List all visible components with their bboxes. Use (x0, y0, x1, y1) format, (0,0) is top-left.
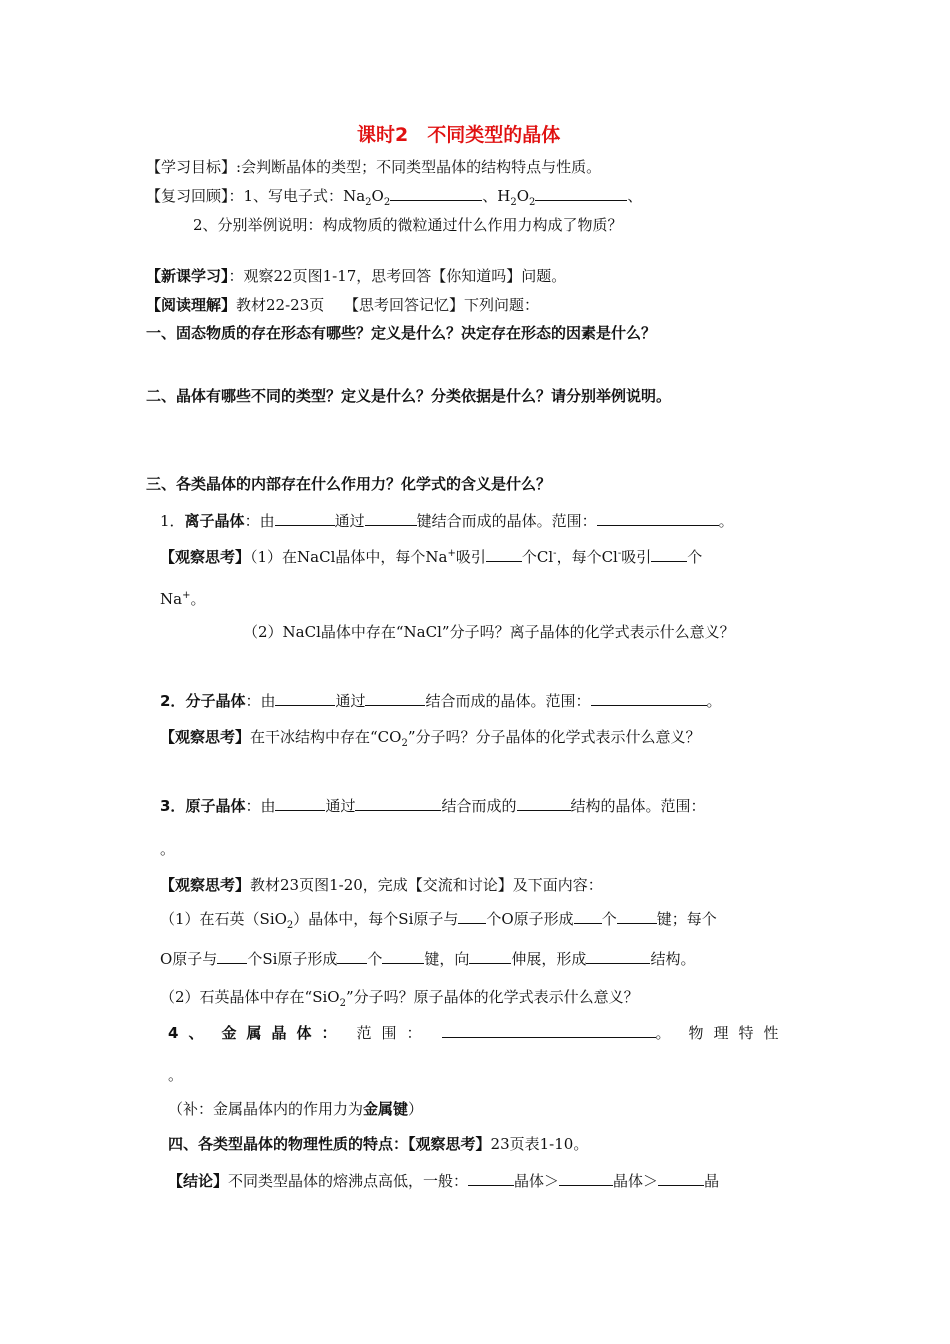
answer-blank[interactable] (469, 949, 511, 964)
text: 吸引 (621, 548, 652, 566)
text: 在干冰结构中存在“CO (250, 728, 402, 746)
text: 四、各类型晶体的物理性质的特点： (168, 1135, 409, 1153)
text: 不同类型晶体的熔沸点高低，一般： (228, 1172, 469, 1190)
answer-blank[interactable] (658, 1171, 704, 1186)
text: 个 (601, 910, 617, 928)
separator: 、 (482, 187, 498, 205)
text: ”分子吗？分子晶体的化学式表示什么意义？ (407, 728, 701, 746)
conclusion-line (168, 1170, 719, 1192)
text: ”分子吗？原子晶体的化学式表示什么意义？ (345, 988, 639, 1006)
question-one: 一、固态物质的存在形态有哪些？定义是什么？决定存在形态的因素是什么？ (146, 324, 657, 342)
answer-blank[interactable] (365, 691, 425, 706)
question-four (168, 1133, 588, 1155)
formula-o: O (371, 187, 384, 205)
text: ：由 (245, 692, 276, 710)
new-lesson (146, 265, 566, 287)
molecular-crystal-line (160, 690, 722, 712)
ionic-crystal-label: 离子晶体 (184, 512, 245, 530)
text: ） (408, 1100, 424, 1118)
conclusion-label: 【结论】 (168, 1172, 229, 1190)
answer-blank[interactable] (597, 511, 719, 526)
learning-objective (146, 156, 601, 178)
answer-blank[interactable] (217, 949, 247, 964)
text: 结构。 (650, 950, 696, 968)
text: 通过 (335, 692, 366, 710)
atomic-crystal-line (160, 795, 706, 817)
observe-label: 【观察思考】 (160, 548, 251, 566)
item-number: 1． (160, 512, 185, 530)
answer-blank[interactable] (486, 547, 522, 562)
review-q1-prefix: ：1、写电子式： (228, 187, 344, 205)
answer-blank[interactable] (617, 909, 657, 924)
answer-blank[interactable] (586, 949, 650, 964)
subscript: 2 (286, 920, 294, 931)
ionic-observe-1-cont (160, 585, 205, 610)
text: 结合而成的晶体。范围： (425, 692, 591, 710)
text: 个Si原子形成 (247, 950, 338, 968)
text: ： (321, 1024, 337, 1042)
reading-label: 【阅读理解】 (146, 296, 237, 314)
subscript: 2 (510, 197, 517, 208)
text: 结构的晶体。范围： (570, 797, 706, 815)
text: 。 (655, 1024, 671, 1042)
new-lesson-text: ：观察22页图1-17，思考回答【你知道吗】问题。 (228, 267, 567, 285)
superscript: + (182, 590, 191, 601)
answer-blank[interactable] (382, 949, 424, 964)
text: 键，向 (424, 950, 470, 968)
observe-label: 【观察思考】 (160, 876, 251, 894)
subscript: 2 (401, 738, 408, 749)
answer-blank[interactable] (458, 909, 486, 924)
text: 范围 (356, 1024, 407, 1042)
superscript: + (447, 548, 456, 559)
answer-blank[interactable] (517, 796, 571, 811)
text: 个O原子形成 (486, 910, 574, 928)
ionic-observe-2: （2）NaCl晶体中存在“NaCl”分子吗？离子晶体的化学式表示什么意义？ (243, 623, 735, 641)
subscript: 2 (529, 197, 536, 208)
text: ：由 (245, 797, 276, 815)
text: 。 (190, 590, 206, 608)
text: 通过 (325, 797, 356, 815)
atomic-quartz-1 (160, 908, 717, 937)
atomic-range-end: 。 (160, 840, 176, 858)
text: （2）石英晶体中存在“SiO (160, 988, 340, 1006)
question-two: 二、晶体有哪些不同的类型？定义是什么？分类依据是什么？请分别举例说明。 (146, 387, 672, 405)
review-label: 【复习回顾】 (146, 187, 229, 205)
answer-blank[interactable] (337, 949, 367, 964)
review-q1 (146, 185, 642, 214)
reading (146, 294, 539, 316)
observe-label: 【观察思考】 (160, 728, 251, 746)
new-lesson-label: 【新课学习】 (146, 267, 229, 285)
answer-blank[interactable] (651, 547, 687, 562)
text: 通过 (334, 512, 365, 530)
superscript: - (553, 548, 557, 559)
answer-blank[interactable] (355, 796, 441, 811)
text: 晶体＞ (613, 1172, 659, 1190)
text: （1）在石英（SiO (160, 910, 287, 928)
text: ）晶体中，每个Si原子与 (293, 910, 459, 928)
page-title: 课时2 不同类型的晶体 (357, 124, 561, 146)
answer-blank[interactable] (559, 1171, 613, 1186)
answer-blank[interactable] (535, 186, 627, 201)
answer-blank[interactable] (365, 511, 417, 526)
text: 个Cl (521, 548, 554, 566)
text: （补：金属晶体内的作用力为 (168, 1100, 364, 1118)
text: 物理特性 (688, 1024, 789, 1042)
text: 、 (188, 1024, 214, 1042)
formula-o: O (516, 187, 529, 205)
formula-na: Na (343, 187, 366, 205)
formula-h: H (497, 187, 511, 205)
atomic-crystal-label: 原子晶体 (185, 797, 246, 815)
objective-text: :会判断晶体的类型；不同类型晶体的结构特点与性质。 (236, 158, 602, 176)
metal-note (168, 1098, 423, 1120)
text: 晶体＞ (514, 1172, 560, 1190)
answer-blank[interactable] (275, 796, 325, 811)
text: 吸引 (455, 548, 486, 566)
text: O原子与 (160, 950, 218, 968)
subscript: 2 (365, 197, 372, 208)
observe-label: 【观察思考】 (408, 1135, 491, 1153)
answer-blank[interactable] (442, 1023, 656, 1038)
text: 键结合而成的晶体。范围： (416, 512, 597, 530)
text: 结合而成的 (441, 797, 517, 815)
answer-blank[interactable] (390, 186, 482, 201)
objective-label: 【学习目标】 (146, 158, 237, 176)
ionic-observe-1 (160, 543, 702, 568)
molecular-crystal-label: 分子晶体 (185, 692, 246, 710)
question-three: 三、各类晶体的内部存在什么作用力？化学式的含义是什么？ (146, 475, 552, 493)
answer-blank[interactable] (591, 691, 707, 706)
item-number: 2． (160, 692, 186, 710)
molecular-observe (160, 726, 701, 755)
item-number: 4 (168, 1024, 179, 1042)
subscript: 2 (383, 197, 391, 208)
text: 教材23页图1-20，完成【交流和讨论】及下面内容： (250, 876, 603, 894)
superscript: - (617, 548, 622, 559)
subscript: 2 (339, 998, 346, 1009)
text: 晶 (704, 1172, 720, 1190)
text: 。 (706, 692, 722, 710)
text: Na (160, 590, 183, 608)
text: 键；每个 (656, 910, 717, 928)
metal-crystal-label: 金属晶体 (221, 1024, 322, 1042)
metal-crystal-line (168, 1022, 789, 1044)
item-number: 3． (160, 797, 186, 815)
answer-blank[interactable] (468, 1171, 514, 1186)
text: （1）在NaCl晶体中，每个Na (250, 548, 448, 566)
atomic-quartz-3 (160, 986, 639, 1015)
separator: 、 (627, 187, 643, 205)
ionic-crystal-line (160, 510, 734, 532)
metal-property-end: 。 (168, 1066, 184, 1084)
text: 伸展，形成 (511, 950, 587, 968)
text: ：由 (244, 512, 275, 530)
text: 个 (367, 950, 383, 968)
answer-blank[interactable] (275, 511, 335, 526)
text: 个 (687, 548, 703, 566)
answer-blank[interactable] (574, 909, 602, 924)
text: 。 (718, 512, 734, 530)
text: ，每个Cl (556, 548, 618, 566)
reading-text: 教材22-23页 【思考回答记忆】下列问题： (236, 296, 540, 314)
review-q2: 2、分别举例说明：构成物质的微粒通过什么作用力构成了物质？ (193, 216, 623, 234)
text: ： (406, 1024, 422, 1042)
text: 23页表1-10。 (490, 1135, 589, 1153)
answer-blank[interactable] (275, 691, 335, 706)
atomic-quartz-2 (160, 948, 695, 970)
metallic-bond-term: 金属键 (363, 1100, 409, 1118)
atomic-observe (160, 874, 603, 896)
